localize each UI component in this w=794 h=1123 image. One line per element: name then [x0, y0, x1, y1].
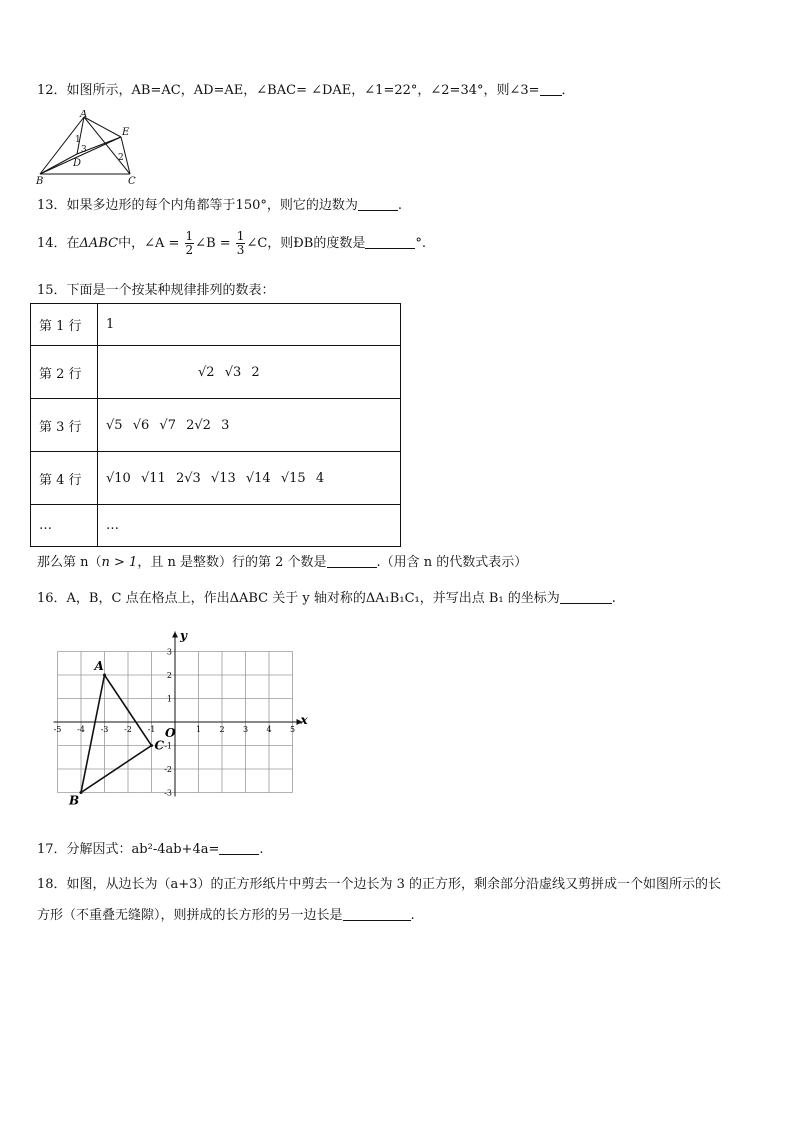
cell-value: 2: [251, 364, 260, 380]
q14-triangle: ΔABC: [79, 236, 119, 251]
table-row: [31, 346, 401, 399]
point-label-a: A: [94, 659, 104, 673]
y-tick-label: -2: [164, 765, 172, 774]
q14-answer-blank[interactable]: [365, 235, 415, 249]
q14-fraction-third: $\frac{1}{3}$: [236, 229, 245, 257]
q12-triangle-figure: [36, 110, 146, 186]
x-tick-label: 1: [195, 725, 202, 734]
point-b: [80, 791, 83, 794]
cell-value: 3: [221, 417, 230, 433]
row-label: …: [31, 505, 98, 547]
table-row: [31, 304, 401, 346]
q12-label-E: E: [122, 127, 130, 138]
q12-label-B: B: [36, 176, 44, 186]
x-tick-label: -4: [77, 725, 85, 734]
question-18-line-2: 方形（不重叠无缝隙），则拼成的长方形的另一边长是 .: [37, 908, 415, 923]
y-tick-label: 1: [166, 694, 172, 704]
row-label: 第 2 行: [31, 346, 98, 399]
q12-angle-1: 1: [75, 135, 81, 145]
q16-answer-blank[interactable]: [560, 590, 612, 604]
q12-label-A: A: [80, 110, 88, 120]
row-cell: [98, 452, 401, 505]
x-tick-label: -3: [100, 725, 109, 734]
row-cell: [98, 505, 401, 547]
x-tick-label: 4: [266, 725, 272, 734]
x-tick-label: 5: [289, 725, 296, 734]
question-17: 17．分解因式：ab²-4ab+4a= .: [37, 842, 264, 857]
coordinate-grid-chart: [40, 620, 310, 810]
y-axis-arrow: [172, 632, 178, 638]
cell-value: √6: [132, 417, 150, 433]
question-12: 12．如图所示，AB=AC，AD=AE，∠BAC= ∠DAE，∠1=22°，∠2=34°，则∠3= ．: [37, 83, 575, 98]
q12-angle-2: 2: [118, 153, 124, 163]
point-a: [103, 674, 106, 677]
y-tick-label: 2: [166, 671, 172, 680]
table-row: [31, 452, 401, 505]
q17-answer-blank[interactable]: [219, 841, 259, 855]
cell-value: …: [106, 518, 119, 533]
cell-value: 4: [315, 470, 325, 486]
row-cell: [98, 399, 401, 452]
table-row: [31, 399, 401, 452]
question-15-follow: 那么第 n（n > 1，且 n 是整数）行的第 2 个数是 .（用含 n 的代数式表示）: [37, 555, 528, 570]
cell-value: √11: [140, 470, 166, 486]
cell-value: √14: [245, 470, 271, 486]
y-tick-label: -3: [164, 788, 172, 798]
x-tick-label: 3: [242, 725, 249, 734]
q12-answer-blank[interactable]: [540, 82, 562, 96]
q13-answer-blank[interactable]: [358, 197, 398, 211]
cell-value: 1: [106, 317, 115, 332]
q12-label-C: C: [128, 176, 136, 186]
y-axis-label: y: [180, 628, 187, 643]
point-c: [150, 744, 153, 747]
y-tick-label: 3: [166, 647, 172, 657]
question-16: 16．A，B，C 点在格点上，作出ΔABC 关于 y 轴对称的ΔA₁B₁C₁，并写出点 B₁ 的坐标为 .: [37, 591, 616, 606]
x-tick-label: -1: [147, 725, 156, 734]
table-row: [31, 505, 401, 547]
row-label: 第 1 行: [31, 304, 98, 346]
cell-value: √13: [210, 470, 236, 486]
number-table: [30, 303, 401, 547]
x-axis-label: x: [300, 713, 308, 727]
cell-value: √15: [280, 470, 306, 486]
q17-text: 17．分解因式：ab²-4ab+4a=: [37, 842, 220, 857]
question-13: 13．如果多边形的每个内角都等于150°，则它的边数为 .: [37, 198, 402, 213]
q12-text: 12．如图所示，AB=AC，AD=AE，∠BAC= ∠DAE，∠1=22°，∠2=34°，则∠3=: [37, 83, 540, 98]
point-label-b: B: [69, 793, 80, 808]
question-18-line-1: 18．如图，从边长为（a+3）的正方形纸片中剪去一个边长为 3 的正方形，剩余部分沿虚线又剪拼成一个如图所示的长: [37, 877, 721, 892]
cell-value: 2√2: [186, 417, 211, 433]
q12-label-D: D: [73, 158, 82, 169]
q15-answer-blank[interactable]: [327, 554, 377, 568]
cell-value: √7: [159, 417, 176, 433]
row-label: 第 4 行: [31, 452, 98, 505]
y-tick-label: -1: [164, 741, 172, 751]
q13-text: 13．如果多边形的每个内角都等于150°，则它的边数为: [37, 198, 358, 213]
origin-label: O: [165, 726, 176, 740]
row-cell: [98, 304, 401, 346]
cell-value: 2√3: [175, 470, 201, 486]
x-tick-label: 2: [219, 725, 225, 734]
cell-value: √10: [106, 470, 131, 486]
cell-value: √3: [224, 364, 242, 380]
q16-text: 16．A，B，C 点在格点上，作出ΔABC 关于 y 轴对称的ΔA₁B₁C₁，并写出点 B₁ 的坐标为: [37, 591, 560, 606]
q18-answer-blank[interactable]: [343, 907, 411, 921]
question-14: 14．在ΔABC中，∠A = $\frac{1}{2}$ ∠B = $\frac{1}{3}$ ∠C，则ÐB的度数是 °.: [37, 229, 426, 257]
row-cell: [98, 346, 401, 399]
point-label-c: C: [154, 738, 165, 753]
x-tick-label: -5: [53, 725, 62, 734]
cell-value: √2: [198, 364, 215, 380]
x-tick-label: -2: [124, 725, 132, 734]
row-label: 第 3 行: [31, 399, 98, 452]
question-15-intro: 15．下面是一个按某种规律排列的数表：: [37, 283, 275, 298]
cell-value: √5: [106, 417, 123, 433]
q14-fraction-half: $\frac{1}{2}$: [185, 229, 194, 257]
q12-angle-3: 3: [81, 145, 87, 155]
triangle-abc: [81, 675, 152, 793]
